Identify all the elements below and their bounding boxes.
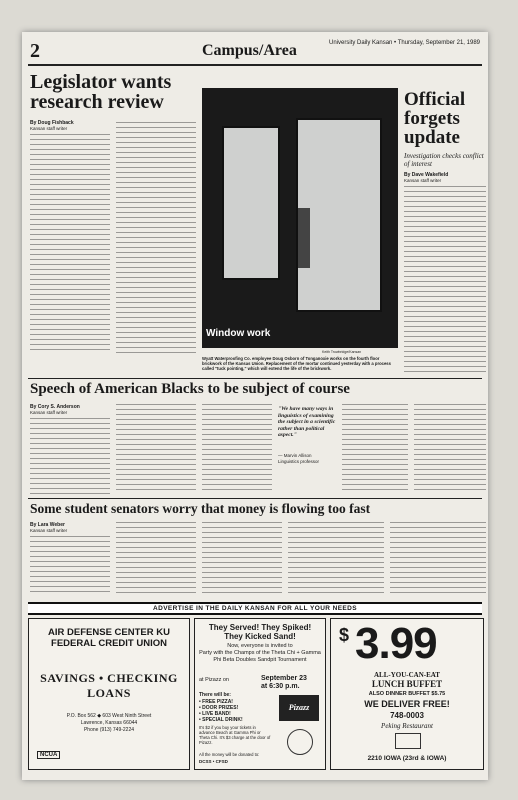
- buffet-dinner: ALSO DINNER BUFFET $5.75: [368, 691, 446, 697]
- credit-union-ad: [28, 618, 190, 770]
- story3-column-4: [342, 404, 408, 494]
- story3-column-1: [30, 418, 110, 494]
- party-line2: Party with the Champs of the Theta Chi + Gamma Phi Beta Doubles Sandpit Tournament: [199, 650, 321, 663]
- window-pane-left: [222, 126, 280, 280]
- story4-column-1: [30, 536, 110, 596]
- buffet-price: 3.99: [355, 619, 437, 668]
- story2-staff: Kansan staff writer: [404, 178, 442, 183]
- credit-union-products: SAVINGS • CHECKING LOANS: [40, 671, 178, 700]
- newspaper-page: [22, 32, 488, 780]
- worker-figure: [298, 208, 310, 268]
- ad-banner: ADVERTISE IN THE DAILY KANSAN FOR ALL YOUR NEEDS: [28, 602, 482, 615]
- photo-caption: Wyatt Waterproofing Co. employee Doug Osborn of Tonganoxie works on the fourth floor brickwork of the Kansas Union. Replacement of the mortar continued yesterday with a process called "tuck pointing," which will extend the life of the brickwork.: [202, 356, 391, 371]
- story4-column-5: [390, 522, 486, 596]
- story3-byline: By Cory S. Anderson: [30, 404, 80, 410]
- divider-1: [28, 378, 482, 379]
- story3-pullquote: "We have many ways in linguistics of examining the subject in a scientific rather than political aspect.": [278, 406, 336, 439]
- greek-seal-icon: [287, 729, 313, 755]
- story3-column-2: [116, 404, 196, 494]
- story4-headline: Some student senators worry that money is flowing too fast: [30, 501, 371, 516]
- section-title: Campus/Area: [202, 42, 297, 59]
- restaurant-name: Peking Restaurant: [381, 722, 433, 730]
- story4-column-3: [202, 522, 282, 596]
- party-item: • FREE PIZZA!: [199, 699, 233, 705]
- story4-staff: Kansan staff writer: [30, 528, 68, 533]
- party-will-be: There will be:: [199, 692, 231, 698]
- window-photo: [202, 88, 398, 348]
- story3-headline: Speech of American Blacks to be subject of course: [30, 381, 350, 397]
- buffet-line1: ALL-YOU-CAN-EAT: [374, 671, 440, 679]
- pullquote-attribution: — Marvin Allison: [278, 453, 312, 458]
- story2-byline: By Dave Wakefield: [404, 172, 449, 178]
- party-ad: [194, 618, 326, 770]
- story1-column-1: [30, 134, 110, 354]
- story3-column-5: [414, 404, 486, 494]
- party-headline: They Served! They Spiked! They Kicked Sand!: [208, 623, 312, 641]
- party-at: at Pizazz on: [199, 677, 229, 683]
- photo-title: Window work: [206, 328, 271, 339]
- page-number: 2: [30, 40, 40, 62]
- story4-byline: By Lara Weber: [30, 522, 65, 528]
- buffet-phone: 748-0003: [390, 711, 424, 720]
- story2-subhead: Investigation checks conflict of interest: [404, 152, 484, 168]
- party-time: at 6:30 p.m.: [261, 683, 300, 690]
- story3-column-3: [202, 404, 272, 494]
- pullquote-title: Linguistics professor: [278, 459, 320, 464]
- party-item: • LIVE BAND!: [199, 711, 231, 717]
- party-item: • SPECIAL DRINK!: [199, 717, 243, 723]
- buffet-address: 2210 IOWA (23rd & IOWA): [367, 755, 447, 762]
- header-rule: [28, 64, 482, 66]
- credit-union-phone: Phone (913) 749-2224: [83, 727, 135, 733]
- party-org: DCSS • CFSD: [199, 759, 228, 764]
- photo-credit: Keith Trowbridge/Kansan: [322, 350, 362, 354]
- dateline: University Daily Kansan • Thursday, September 21, 1989: [329, 40, 480, 46]
- buffet-deliver: WE DELIVER FREE!: [364, 699, 450, 709]
- party-item: • DOOR PRIZES!: [199, 705, 239, 711]
- story4-column-4: [288, 522, 384, 596]
- story4-column-2: [116, 522, 196, 596]
- pizazz-logo: Pizazz: [279, 695, 319, 721]
- story3-staff: Kansan staff writer: [30, 410, 68, 415]
- party-line1: Now, everyone is invited to: [227, 643, 293, 649]
- credit-union-address2: Lawrence, Kansas 66044: [80, 720, 138, 726]
- story2-column: [404, 186, 486, 374]
- party-tickets: It's $2 if you buy your tickets in advance Beach at Gamma Phi or Theta Chi. It's $3 charge at the door of Pizazz.: [199, 725, 271, 745]
- party-proceeds: All the money will be donated to:: [199, 752, 260, 757]
- party-date: September 23: [261, 675, 307, 682]
- credit-union-address1: P.O. Box 562 ◆ 603 West Ninth Street: [66, 713, 152, 719]
- divider-2: [28, 498, 482, 499]
- credit-union-title: AIR DEFENSE CENTER KU FEDERAL CREDIT UNION: [48, 627, 170, 649]
- story2-headline: Official forgets update: [404, 89, 466, 148]
- story1-byline: By Doug Fishback: [30, 120, 74, 126]
- story1-headline: Legislator wants research review: [30, 71, 172, 113]
- restaurant-logo-icon: [395, 733, 421, 749]
- buffet-line2: LUNCH BUFFET: [371, 679, 443, 689]
- ncua-logo: NCUA: [37, 751, 60, 759]
- story1-staff: Kansan staff writer: [30, 126, 68, 131]
- buffet-dollar-sign: $: [339, 625, 350, 645]
- story1-column-2: [116, 122, 196, 354]
- buffet-ad: [330, 618, 484, 770]
